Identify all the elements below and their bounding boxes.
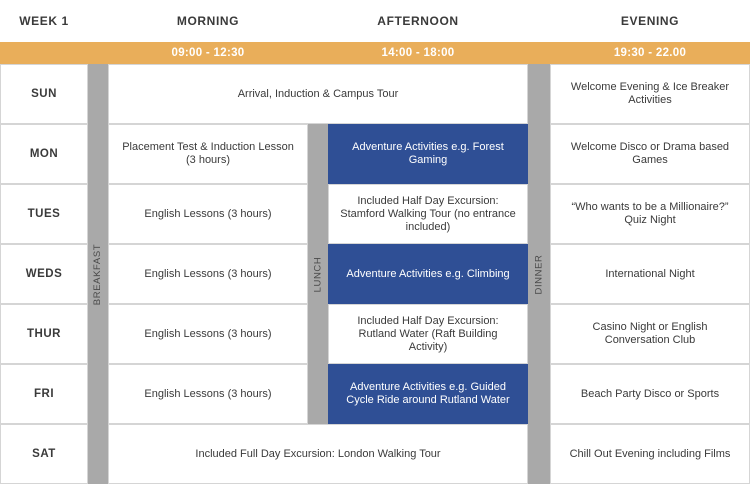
fri-afternoon: Adventure Activities e.g. Guided Cycle Ride around Rutland Water: [328, 364, 528, 424]
sun-evening: Welcome Evening & Ice Breaker Activities: [550, 64, 750, 124]
lunch-label: LUNCH: [312, 256, 324, 292]
afternoon-time: 14:00 - 18:00: [381, 47, 455, 59]
breakfast-label: BREAKFAST: [92, 243, 104, 305]
week-header: WEEK 1: [19, 14, 69, 28]
thur-afternoon: Included Half Day Excursion: Rutland Water (Raft Building Activity): [328, 304, 528, 364]
day-label-thur: THUR: [0, 304, 88, 364]
weds-morning: English Lessons (3 hours): [108, 244, 308, 304]
day-label-mon: MON: [0, 124, 88, 184]
day-label-fri: FRI: [0, 364, 88, 424]
morning-header: MORNING: [176, 14, 240, 28]
tues-morning: English Lessons (3 hours): [108, 184, 308, 244]
day-label-sun: SUN: [0, 64, 88, 124]
tues-evening: “Who wants to be a Millionaire?” Quiz Night: [550, 184, 750, 244]
fri-evening: Beach Party Disco or Sports: [550, 364, 750, 424]
afternoon-header: AFTERNOON: [377, 14, 459, 28]
mon-afternoon: Adventure Activities e.g. Forest Gaming: [328, 124, 528, 184]
day-label-weds: WEDS: [0, 244, 88, 304]
evening-time: 19:30 - 22.00: [613, 47, 687, 59]
thur-evening: Casino Night or English Conversation Club: [550, 304, 750, 364]
day-label-sat: SAT: [0, 424, 88, 484]
sat-evening: Chill Out Evening including Films: [550, 424, 750, 484]
tues-afternoon: Included Half Day Excursion: Stamford Walking Tour (no entrance included): [328, 184, 528, 244]
weds-evening: International Night: [550, 244, 750, 304]
mon-morning: Placement Test & Induction Lesson (3 hours): [108, 124, 308, 184]
thur-morning: English Lessons (3 hours): [108, 304, 308, 364]
day-label-tues: TUES: [0, 184, 88, 244]
sun-daytime-activity: Arrival, Induction & Campus Tour: [108, 64, 528, 124]
mon-evening: Welcome Disco or Drama based Games: [550, 124, 750, 184]
breakfast-bar: [88, 64, 108, 484]
morning-time: 09:00 - 12:30: [171, 47, 245, 59]
evening-header: EVENING: [620, 14, 680, 28]
weds-afternoon: Adventure Activities e.g. Climbing: [328, 244, 528, 304]
sat-daytime-activity: Included Full Day Excursion: London Walking Tour: [108, 424, 528, 484]
dinner-label: DINNER: [533, 253, 545, 295]
dinner-bar: [528, 64, 550, 484]
lunch-bar: [308, 124, 328, 424]
fri-morning: English Lessons (3 hours): [108, 364, 308, 424]
